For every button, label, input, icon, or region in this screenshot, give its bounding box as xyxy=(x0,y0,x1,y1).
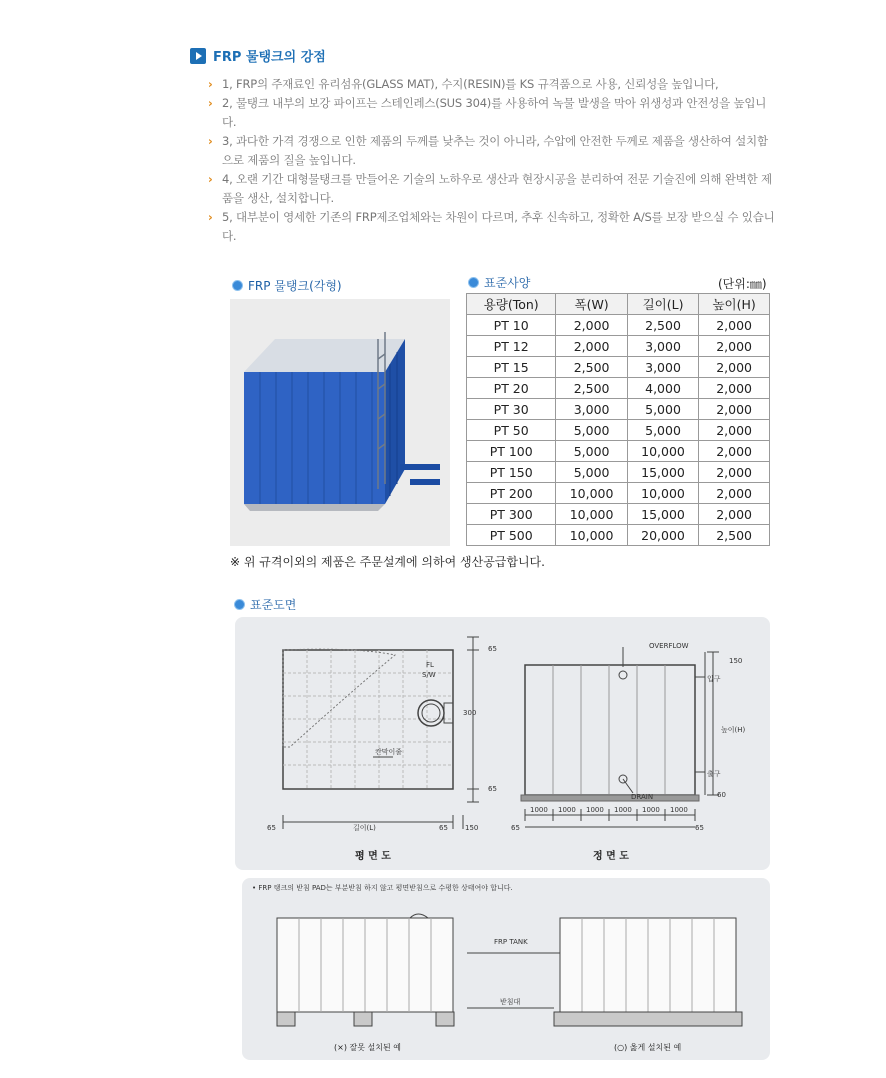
chevron-right-icon: › xyxy=(208,134,213,148)
list-item: › 5, 대부분이 영세한 기존의 FRP제조업체와는 차원이 다르며, 추후 신속하고, 정확한 A/S를 보장 받으실 수 있습니다. xyxy=(208,210,775,243)
dim-65-left: 65 xyxy=(267,824,276,832)
dim-65-mid: 65 xyxy=(488,785,497,793)
table-cell: 2,500 xyxy=(699,525,770,546)
table-cell: 5,000 xyxy=(627,399,698,420)
table-cell: 2,500 xyxy=(556,357,627,378)
table-cell: 2,000 xyxy=(699,483,770,504)
table-cell: 2,500 xyxy=(556,378,627,399)
chevron-right-icon: › xyxy=(208,172,213,186)
table-cell: 15,000 xyxy=(627,504,698,525)
table-cell: 5,000 xyxy=(627,420,698,441)
drain-label: DRAIN xyxy=(631,793,654,801)
table-row xyxy=(467,462,770,483)
table-cell: 5,000 xyxy=(556,420,627,441)
panel-dim: 1000 xyxy=(530,806,548,814)
spec-note: ※ 위 규격이외의 제품은 주문설계에 의하여 생산공급합니다. xyxy=(230,555,545,569)
table-cell: PT 500 xyxy=(467,525,556,546)
table-cell: 2,000 xyxy=(699,336,770,357)
table-cell: 3,000 xyxy=(556,399,627,420)
table-row xyxy=(467,315,770,336)
table-cell: PT 150 xyxy=(467,462,556,483)
table-cell: 2,000 xyxy=(699,315,770,336)
standard-drawing-panel xyxy=(235,617,770,870)
table-cell: 10,000 xyxy=(627,441,698,462)
dim-300: 300 xyxy=(463,709,477,717)
table-cell: PT 15 xyxy=(467,357,556,378)
table-cell: 4,000 xyxy=(627,378,698,399)
unit-label: (단위:㎜) xyxy=(718,277,767,291)
table-row xyxy=(467,504,770,525)
bullet-icon xyxy=(234,599,245,610)
frp-tank-label: FRP TANK xyxy=(494,938,528,946)
table-cell: 3,000 xyxy=(627,357,698,378)
chevron-right-icon: › xyxy=(208,210,213,224)
table-cell: 2,000 xyxy=(699,420,770,441)
overflow-label: OVERFLOW xyxy=(649,642,689,650)
right-example-label: (○) 옳게 설치된 예 xyxy=(614,1043,682,1052)
play-icon xyxy=(190,48,206,64)
sw-label: S/W xyxy=(422,671,436,679)
chevron-right-icon: › xyxy=(208,96,213,110)
column-header: 용량(Ton) xyxy=(467,294,556,315)
table-cell: 2,000 xyxy=(699,441,770,462)
bullet-icon xyxy=(468,277,479,288)
list-item: › 4, 오랜 기간 대형물탱크를 만들어온 기술의 노하우로 생산과 현장시공을 분리하여 전문 기술진에 의해 완벽한 제품을 생산, 설치합니다. xyxy=(208,172,772,205)
installation-drawing-panel xyxy=(242,878,770,1060)
table-cell: 10,000 xyxy=(556,504,627,525)
height-label: 높이(H) xyxy=(721,726,746,734)
table-cell: 3,000 xyxy=(627,336,698,357)
table-cell: PT 200 xyxy=(467,483,556,504)
table-row xyxy=(467,357,770,378)
length-label: 길이(L) xyxy=(353,824,376,832)
bullet-icon xyxy=(232,280,243,291)
table-cell: 2,000 xyxy=(699,357,770,378)
table-cell: 10,000 xyxy=(556,525,627,546)
column-header: 높이(H) xyxy=(699,294,770,315)
chevron-right-icon: › xyxy=(208,77,213,91)
installation-drawing xyxy=(242,878,770,1060)
table-row xyxy=(467,441,770,462)
panel-dim: 1000 xyxy=(586,806,604,814)
spec-table xyxy=(466,293,770,546)
column-header: 폭(W) xyxy=(556,294,627,315)
table-cell: 10,000 xyxy=(627,483,698,504)
dim-150-front: 150 xyxy=(729,657,743,665)
wrong-example-label: (×) 잘못 설치된 예 xyxy=(334,1043,401,1052)
dim-60: 60 xyxy=(717,791,726,799)
drawing-section-label: 표준도면 xyxy=(250,598,297,612)
standard-drawing xyxy=(235,617,770,870)
table-cell: 2,500 xyxy=(627,315,698,336)
table-cell: 2,000 xyxy=(699,462,770,483)
table-cell: PT 300 xyxy=(467,504,556,525)
table-row xyxy=(467,525,770,546)
tank-photo xyxy=(230,299,450,546)
table-cell: 10,000 xyxy=(556,483,627,504)
table-cell: 20,000 xyxy=(627,525,698,546)
dim-65-right: 65 xyxy=(439,824,448,832)
base-label: 받침대 xyxy=(500,998,521,1006)
outlet-label: 출구 xyxy=(707,770,721,778)
table-cell: PT 50 xyxy=(467,420,556,441)
list-item: › 2, 물탱크 내부의 보강 파이프는 스테인레스(SUS 304)를 사용하여 녹물 발생을 막아 위생성과 안전성을 높입니다. xyxy=(208,96,767,129)
table-cell: PT 10 xyxy=(467,315,556,336)
table-cell: 2,000 xyxy=(699,504,770,525)
column-header: 길이(L) xyxy=(627,294,698,315)
inlet-label: 입구 xyxy=(707,675,721,683)
table-cell: 2,000 xyxy=(556,336,627,357)
fl-label: FL xyxy=(426,661,434,669)
table-cell: 2,000 xyxy=(699,399,770,420)
page-title: FRP 물탱크의 강점 xyxy=(213,50,326,65)
partition-label: 칸막이줄 xyxy=(375,748,403,756)
table-cell: PT 12 xyxy=(467,336,556,357)
list-item: › 1, FRP의 주재료인 유리섬유(GLASS MAT), 수지(RESIN)를 KS 규격품으로 사용, 신뢰성을 높입니다, xyxy=(208,75,778,94)
table-row xyxy=(467,399,770,420)
dim-150: 150 xyxy=(465,824,479,832)
photo-section-label: FRP 물탱크(각형) xyxy=(248,279,342,293)
spec-section-label: 표준사양 xyxy=(484,276,531,290)
front-title: 정 면 도 xyxy=(593,851,629,862)
table-cell: 5,000 xyxy=(556,462,627,483)
dim-65-right-front: 65 xyxy=(695,824,704,832)
table-cell: PT 30 xyxy=(467,399,556,420)
table-row xyxy=(467,420,770,441)
table-cell: PT 100 xyxy=(467,441,556,462)
install-note: • FRP 탱크의 받침 PAD는 부분받침 하지 않고 평면받침으로 수평한 상태여야 합니다. xyxy=(252,884,513,892)
panel-dim: 1000 xyxy=(642,806,660,814)
panel-dim: 1000 xyxy=(558,806,576,814)
table-cell: 2,000 xyxy=(556,315,627,336)
dim-65-left-front: 65 xyxy=(511,824,520,832)
list-item: › 3, 과다한 가격 경쟁으로 인한 제품의 두께를 낮추는 것이 아니라, 수압에 안전한 두께로 제품을 생산하여 설치함으로 제품의 질을 높입니다. xyxy=(208,134,768,167)
table-cell: 2,000 xyxy=(699,378,770,399)
dim-65-top: 65 xyxy=(488,645,497,653)
table-row xyxy=(467,483,770,504)
panel-dim: 1000 xyxy=(614,806,632,814)
strengths-list xyxy=(208,75,778,246)
water-tank-image xyxy=(230,299,450,546)
table-row xyxy=(467,336,770,357)
table-cell: 5,000 xyxy=(556,441,627,462)
plan-title: 평 면 도 xyxy=(355,851,391,862)
table-row xyxy=(467,378,770,399)
panel-dim: 1000 xyxy=(670,806,688,814)
table-cell: PT 20 xyxy=(467,378,556,399)
table-cell: 15,000 xyxy=(627,462,698,483)
table-header-row xyxy=(467,294,770,315)
